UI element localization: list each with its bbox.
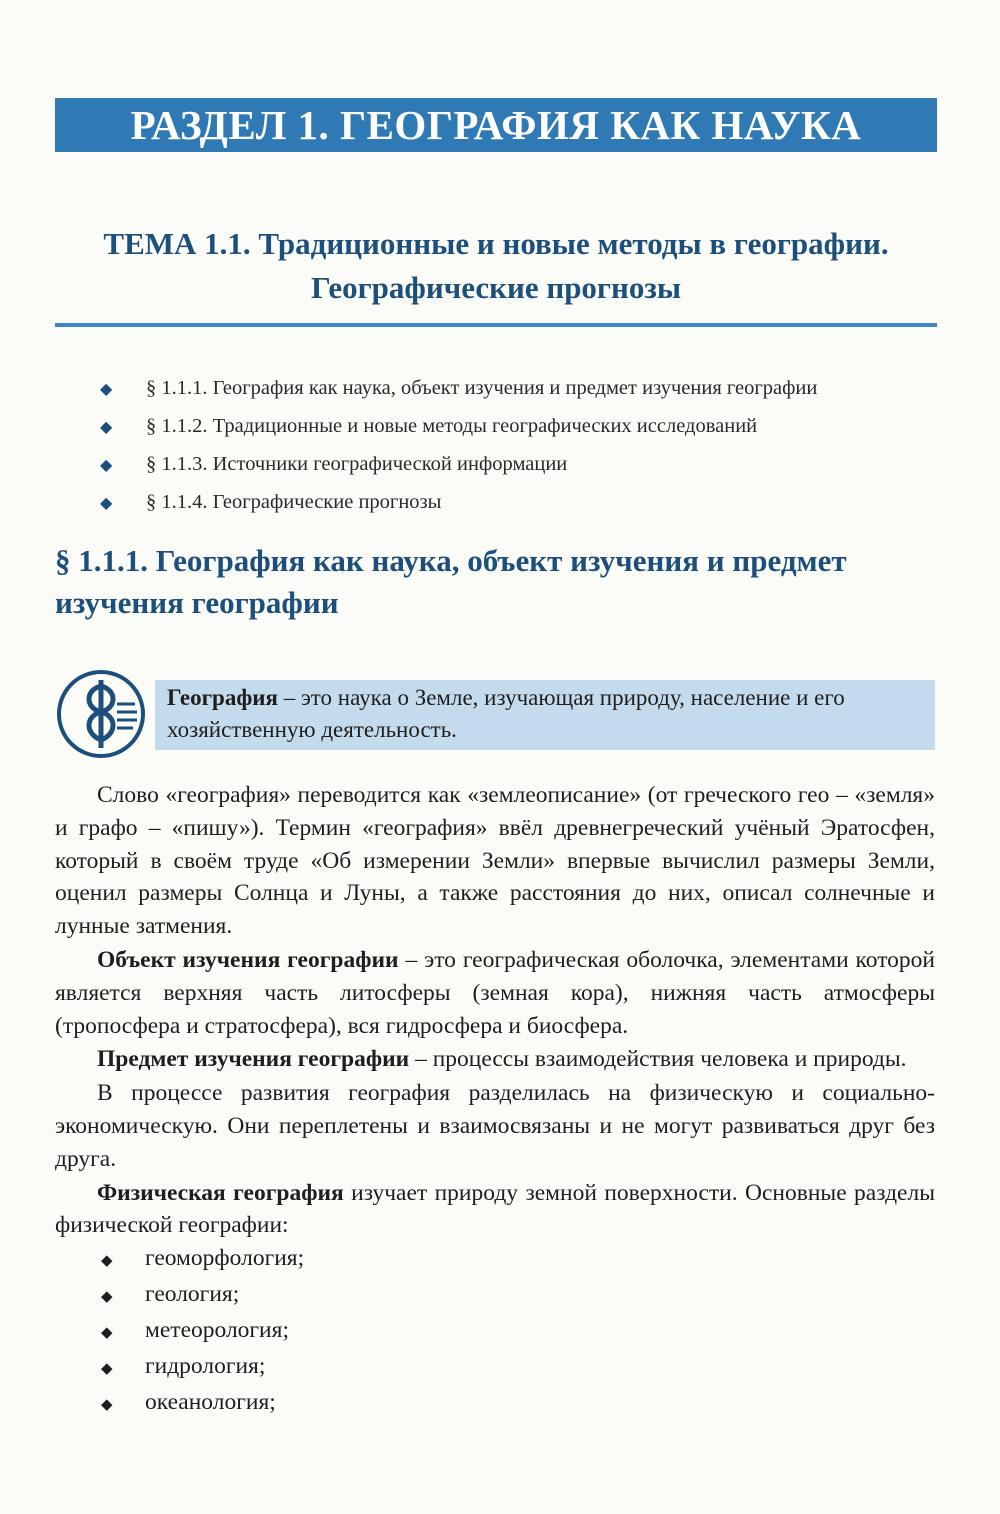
diamond-bullet-icon: ◆ xyxy=(101,1397,113,1414)
topic-title xyxy=(55,222,937,310)
physical-geography-branches xyxy=(55,1242,935,1422)
list-item-label: метеорология; xyxy=(145,1317,289,1344)
diamond-bullet-icon: ◆ xyxy=(101,1361,113,1378)
paragraph-heading: § 1.1.1. География как наука, объект изучения и предмет изучения географии xyxy=(55,543,847,620)
toc-item[interactable] xyxy=(100,484,950,522)
definition-term: География xyxy=(167,685,278,710)
list-item xyxy=(101,1242,935,1278)
diamond-bullet-icon: ◆ xyxy=(100,495,113,512)
diamond-bullet-icon: ◆ xyxy=(100,419,113,436)
toc-item-label: § 1.1.3. Источники географической информации xyxy=(146,453,568,475)
toc-item-label: § 1.1.4. Географические прогнозы xyxy=(146,491,442,513)
diamond-bullet-icon: ◆ xyxy=(101,1253,113,1270)
definition-body: – процессы взаимодействия человека и природы. xyxy=(409,1046,907,1073)
list-item-label: геоморфология; xyxy=(145,1245,305,1272)
diamond-bullet-icon: ◆ xyxy=(101,1289,113,1306)
toc-item-label: § 1.1.2. Традиционные и новые методы географических исследований xyxy=(146,415,758,437)
section-banner: РАЗДЕЛ 1. ГЕОГРАФИЯ КАК НАУКА xyxy=(55,98,937,152)
list-item-label: геология; xyxy=(145,1281,240,1308)
term-subject: Предмет изучения географии xyxy=(97,1046,410,1073)
term-object: Объект изучения географии xyxy=(97,946,399,973)
list-item-label: гидрология; xyxy=(145,1353,266,1380)
toc-item-label: § 1.1.1. География как наука, объект изучения и предмет изучения географии xyxy=(146,377,818,399)
list-item xyxy=(101,1386,935,1422)
definition-body: – это географическая оболочка, элементами которой является верхняя часть литосферы (земная кора), нижняя часть атмосферы (тропосфера и стратосфера), вся гидросфера и биосфера. xyxy=(55,946,936,1039)
toc-item[interactable] xyxy=(100,370,950,408)
definition-body: – это наука о Земле, изучающая природу, население и его хозяйственную деятельность. xyxy=(167,685,845,742)
body-paragraph xyxy=(55,1177,935,1243)
list-item xyxy=(101,1314,935,1350)
toc-item[interactable] xyxy=(100,446,950,484)
toc-item[interactable] xyxy=(100,408,950,446)
topic-divider xyxy=(55,323,937,327)
body-paragraph: В процессе развития география разделилась на физическую и социально-экономическую. Они переплетены и взаимосвязаны и не могут развиваться друг без друга. xyxy=(55,1080,935,1172)
term-physical-geography: Физическая география xyxy=(97,1179,344,1206)
definition-body: изучает природу земной поверхности. Основные разделы физической географии: xyxy=(55,1179,935,1239)
body-text xyxy=(55,779,935,1422)
diamond-bullet-icon: ◆ xyxy=(101,1325,113,1342)
diamond-bullet-icon: ◆ xyxy=(100,381,113,398)
list-item-label: океанология; xyxy=(145,1389,276,1416)
knot-definition-icon xyxy=(55,668,147,760)
body-paragraph: Слово «география» переводится как «землеописание» (от греческого гео – «земля» и графо – «пишу»). Термин «география» ввёл древнегреческий учёный Эратосфен, который в своём труде «Об измерении Земли» впервые вычислил размеры Земли, оценил размеры Солнца и Луны, а также расстояния до них, описал солнечные и лунные затмения. xyxy=(55,782,935,940)
diamond-bullet-icon: ◆ xyxy=(100,457,113,474)
topic-contents-list xyxy=(100,370,950,522)
body-paragraph xyxy=(55,1043,935,1076)
list-item xyxy=(101,1350,935,1386)
list-item xyxy=(101,1278,935,1314)
topic-title-line1: ТЕМА 1.1. Традиционные и новые методы в географии. xyxy=(103,226,889,261)
topic-title-line2: Географические прогнозы xyxy=(310,270,682,305)
definition-text xyxy=(167,682,932,746)
body-paragraph xyxy=(55,944,935,1042)
